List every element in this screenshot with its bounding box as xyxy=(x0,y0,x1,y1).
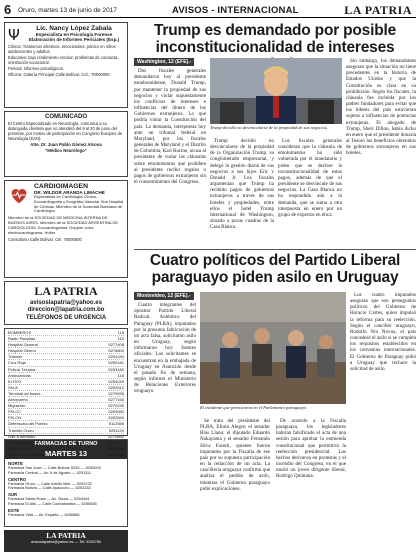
parliament-photo-image xyxy=(200,292,346,404)
directory-name: ELFEO xyxy=(8,378,22,384)
directory-number: 5252840 xyxy=(108,415,124,421)
pharmacies-title: FARMACIAS DE TURNO xyxy=(5,440,127,448)
pharmacy-zone: SUR xyxy=(8,492,18,498)
pharmacy-item: Farmacia Santa Rosa — Av. Tacna — 5254444 xyxy=(8,496,90,502)
article-2-text: Los cuatro imputados aseguran que son perseguidos políticos del Gobierno de Horacio Cartes, quien impulsó la reforma para su reelección. Según el canciller uruguayo, Rodolfo Nin Novoa, el país concederá el asilo si se cumplen los requisitos establecidos en los convenios internacionales. El Gobierno de Paraguay pidió a Uruguay que rechace la solicitud de asilo. xyxy=(350,292,416,372)
comunicado-signature-title: "Médico Neurólogo" xyxy=(45,148,87,153)
directory-name: Defensoría del Pueblo xyxy=(8,421,48,427)
directory-name: Migración xyxy=(8,403,26,409)
directory-name: BOMBEROS xyxy=(8,330,32,335)
directory-number: 110 xyxy=(117,336,124,342)
directory-number: 5254040 xyxy=(108,378,124,384)
directory-number: 5276190 xyxy=(108,451,124,457)
directory-number: 5253180 xyxy=(108,366,124,372)
directory-name: Ambulancias xyxy=(8,372,31,378)
directory-name: FELCC xyxy=(8,409,22,415)
pharmacy-item: Farmacia Central — Av. 6 de Agosto — 5251111 xyxy=(8,469,91,475)
directory-number: 5270850 xyxy=(108,433,124,439)
pharmacy-item: Farmacia Vida — Av. España — 5256666 xyxy=(8,511,80,517)
directory-number: 119 xyxy=(117,330,124,335)
article-1-photo xyxy=(210,58,342,124)
pharmacy-item: Farmacia San Juan — Calle Bolívar 5240 — 5250000 xyxy=(8,465,101,470)
directory-number: 5279535 xyxy=(108,390,124,396)
classifieds-column xyxy=(4,22,128,552)
article-1-caption: Trump decidió no desvincularse de la propiedad de sus negocios. xyxy=(210,125,328,130)
article-2-col-2 xyxy=(200,418,270,540)
la-patria-brand: LA PATRIA xyxy=(34,284,98,298)
heart-icon xyxy=(8,184,30,206)
comunicado-signature: Atte. Dr. Juan Pablo Gómez Alcona xyxy=(30,142,102,147)
article-1-text: Sin embargo, los demandantes aseguran que la situación no tiene precedentes en la historia de Estados Unidos y que la Constitución es clara en su prohibición. Según los fiscales, la cláusula fue incluida por los padres fundadores para evitar que los líderes del país estuvieran sujetos a influencias de potencias extranjeras. El abogado de Trump, Sheri Dillon, había dicho en enero que el presidente donaría al Tesoro los beneficios obtenidos de gobiernos extranjeros en sus hoteles. xyxy=(346,58,416,157)
directory-number: 5270600 xyxy=(108,445,124,451)
article-2-photo xyxy=(200,292,346,404)
article-2-col-4 xyxy=(350,292,416,540)
article-1-col-1 xyxy=(134,58,206,248)
directory-name: Hospital Obrero xyxy=(8,348,37,354)
pharmacy-zone: CENTRO xyxy=(8,476,27,482)
directory-number: 5253060 xyxy=(108,409,124,415)
article-1-text: Trump decidió no desvincularse de la propiedad de la Organización Trump, su conglomerado empresarial, y delegó la gestión diaria de sus negocios a sus hijos Eric y Donald Jr. Los fiscales argumentan que Trump ha recibido pagos de gobiernos extranjeros a través de sus hoteles y propiedades, entre ellos el hotel Trump International de Washington, situado a pocas cuadras de la Casa Blanca. xyxy=(210,138,274,231)
directory-name: Cementerio General xyxy=(8,451,45,457)
article-2 xyxy=(134,292,416,540)
directory-name: Tránsito xyxy=(8,354,23,360)
issue-date: Oruro, martes 13 de junio de 2017 xyxy=(18,7,118,14)
urgency-phones-title: TELÉFONOS DE URGENCIA xyxy=(25,315,107,321)
psychologist-ad xyxy=(4,22,128,108)
directory-name: Aeropuerto xyxy=(8,397,28,403)
article-2-caption: El incidente que provocaron en el Parlamento paraguayo. xyxy=(200,405,308,410)
la-patria-ad xyxy=(4,281,128,325)
ad-body-line: Educativo: bajo rendimiento escolar, problemas de conducta, orientación vocacional. xyxy=(8,55,119,65)
la-patria-email[interactable]: avisoslapatria@yahoo.es xyxy=(30,300,102,306)
directory-number: 5270239 xyxy=(108,403,124,409)
directory-name: Farmacias de turno xyxy=(8,439,43,445)
directory-name: Tránsito Oruro xyxy=(8,427,34,433)
pharmacy-item: Farmacia Oruro — Calle Adolfo Mier — 5252222 xyxy=(8,480,92,486)
ad-contact: Oficina: Galería Principal Calle Bolívar. Cel.: 70000000 xyxy=(8,72,110,77)
ad-body-line: Pericial: informes psicológicos. xyxy=(8,66,64,71)
article-2-col-1 xyxy=(134,292,196,540)
directory-number: 5277408 xyxy=(108,342,124,348)
comunicado-title: COMUNICADO xyxy=(45,114,87,120)
footer-brand: LA PATRIA xyxy=(46,531,86,540)
directory-number: 118 xyxy=(117,372,124,378)
pharmacy-item: Farmacia Bolivia — Calle Ayacucho — 5253333 xyxy=(8,485,91,491)
article-2-headline: Cuatro políticos del Partido Liberal paraguayo piden asilo en Uruguay xyxy=(149,252,401,286)
cardioimagen-ad xyxy=(4,180,128,278)
directory-number: 5251120 xyxy=(108,427,124,433)
newspaper-logo: LA PATRIA xyxy=(344,3,412,17)
article-1-text: Dos fiscales generales demandaron hoy al presidente estadounidense, Donald Trump, por mantener la propiedad de sus negocios y violar supuestamente los conflictos de intereses e influencias del dinero de los Gobiernos extranjeros. Lo que podría violar la Constitución del país. La demanda, interpuesta hoy ante un tribunal federal en Maryland, por los fiscales generales de Maryland y el Distrito de Columbia, Karl Racine, acusa al presidente de violar las cláusulas sobre emolumentos que prohíben al presidente recibir regalos o pagos de gobiernos extranjeros sin el consentimiento del Congreso. xyxy=(134,68,206,185)
directory-number: 5250181 xyxy=(108,360,124,366)
cardio-title: CARDIOIMAGEN xyxy=(34,183,88,190)
trump-photo-image xyxy=(210,58,342,124)
ad-body xyxy=(8,44,124,71)
article-2-dateline: Montevideo, 12 (EFE).- xyxy=(134,292,194,300)
cardio-body: Miembro de la SOCIEDAD DE MEDICINA INTERNA DE BUENOS AIRES. Miembro de la SOCIEDAD ARGENTINA DE CARDIOLOGÍA. Ecocardiograma. Doppler color, electrocardiograma. Holter. xyxy=(8,215,119,235)
directory-number: 5112566 xyxy=(108,421,124,427)
directory-name: Terminal de buses xyxy=(8,390,41,396)
article-1-dateline: Washington, 12 (EFE).- xyxy=(134,58,194,66)
article-2-text: Se trata del presidente del PLRA, Efraín Alegre; el senador Blas Llano; el diputado Eduardo Nakayama y el senador Fernando Silva Facetti, quienes fueron imputados por la Fiscalía de ese país por su supuesta participación en la redacción de un acta. La cancillería uruguaya confirmó que analiza el pedido de asilo, mientras el Gobierno paraguayo pidió explicaciones. xyxy=(200,418,271,492)
article-1-col-2 xyxy=(210,138,274,248)
directory-number: 5252510 xyxy=(108,384,124,390)
directory-name: Radio Taxis xyxy=(8,445,29,451)
pharmacies-list xyxy=(5,459,127,519)
article-1-headline: Trump es demandado por posible inconstitucionalidad de intereses xyxy=(153,22,397,56)
directory-number: 5276800 xyxy=(108,348,124,354)
comunicado-body: El Centro Especializado en Neurología, comunica a su distinguida clientela que no atenderá del 9 al 20 de junio del presente, por motivo de participación en Congreso Europeo de Neurología (EAN). xyxy=(8,121,123,141)
article-1-col-3 xyxy=(278,138,342,248)
cardio-specialty: Especialista en Cardiología Clínica, Ecocardiografía y Ecografía Vascular Sus Hospital de Clínicas. Miembro de la Sociedad Boliviana de Cardiología. xyxy=(34,194,124,214)
comunicado-ad xyxy=(4,111,128,177)
cardio-doctor: DR. WILDOR ARANDA LIMACHE xyxy=(34,190,105,195)
pharmacy-zone: NORTE xyxy=(8,461,24,466)
pharmacies-day: MARTES 13 xyxy=(5,448,127,459)
psi-icon: Ψ xyxy=(8,26,20,44)
directory-number: 5251040 xyxy=(108,354,124,360)
ad-role-2: Elaboración de Informes Periciales (Esp.) xyxy=(28,37,120,42)
section-title: AVISOS - INTERNACIONAL xyxy=(172,5,299,16)
article-2-text: De acuerdo a la Fiscalía paraguaya, los legisladores habrían falsificado el acta de una sesión para aprobar la enmienda constitucional que permitiría la reelección presidencial. Los hechos derivaron en protestas y el incendio del Congreso, en el que murió un joven dirigente liberal, Rodrigo Quintana. xyxy=(276,418,346,480)
footer-banner xyxy=(4,530,128,552)
directory-name: Radio Patrullas xyxy=(8,336,36,342)
article-1 xyxy=(134,58,416,248)
la-patria-email-2[interactable]: direccion@lapatria.com.bo xyxy=(27,307,105,313)
ad-name: Lic. Nancy López Zabala xyxy=(36,25,112,32)
article-2-text: Cuatro integrantes del opositor Partido Liberal Radical Auténtico del Paraguay (PLRA), imputados por la presunta fabricación de un acta falsa, solicitaron asilo en Uruguay, según informaron hoy fuentes oficiales. Los solicitantes se encuentran en la embajada de Uruguay en Asunción desde el pasado fin de semana, según informó el Ministerio de Relaciones Exteriores uruguayo. xyxy=(134,302,196,395)
pharmacy-zone: ESTE xyxy=(8,507,20,513)
directory-name: Hospital General xyxy=(8,342,38,348)
pharmacy-item: Farmacia El Alto — Calle Cochabamba — 5255555 xyxy=(8,500,97,506)
cardio-contact: Consultorio Calle Bolívar. Cel. 70000000 xyxy=(8,236,82,242)
article-1-text: Los fiscales generales consideran que la cláusula de emolumentos ha sido vulnerada por el mandatario y piden que se declare la inconstitucionalidad de estos pagos, además de que el presidente se desvincule de sus negocios. La Casa Blanca no ha respondido aún a la demanda, que se suma a otra interpuesta en enero por un grupo de expertos en ética. xyxy=(278,138,342,218)
directory-number: 5254171 xyxy=(108,439,124,445)
ad-body-line: Clínica: Trastornos afectivos, emocionales, pánico en niños adolescentes y adultos. xyxy=(8,44,116,54)
footer-line: avisoslapatria@yahoo.es — Tel: 5250780 xyxy=(30,540,102,544)
directory-name: Gas a domicilio xyxy=(8,433,36,439)
ad-role: Especialista en Psicología Forense xyxy=(35,32,113,37)
article-divider xyxy=(134,249,416,250)
article-2-col-3 xyxy=(276,418,346,540)
page-header xyxy=(4,4,416,18)
directory-name: SeLA xyxy=(8,384,18,390)
directory-name: Cruz Roja xyxy=(8,360,26,366)
directory-name: FELCN xyxy=(8,415,22,421)
article-1-col-4 xyxy=(346,58,416,248)
page-number: 6 xyxy=(4,2,12,17)
directory-number: 5277160 xyxy=(108,397,124,403)
directory-name: Policía Técnica xyxy=(8,366,36,372)
